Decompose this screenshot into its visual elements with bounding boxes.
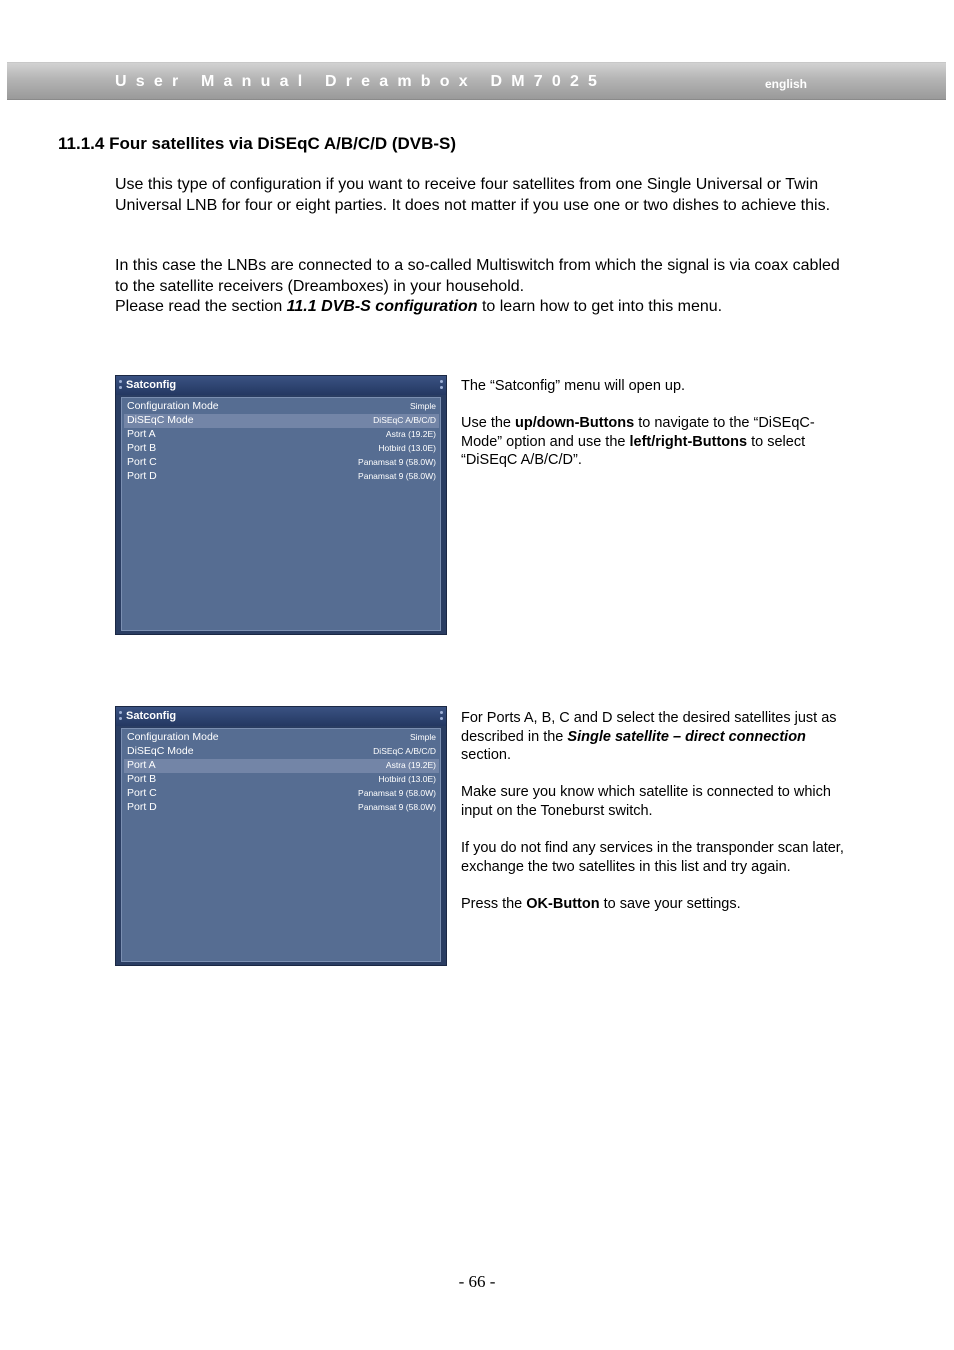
- description-1: [461, 377, 846, 489]
- description-2: [461, 709, 846, 932]
- description-2-line-1: For Ports A, B, C and D select the desired satellites just as described in the Single satellite – direct connection section.: [461, 710, 837, 764]
- section-heading: [58, 134, 456, 154]
- osd-row-port-b: Port B Hotbird (13.0E): [127, 773, 436, 785]
- osd-row-port-a: Port A Astra (19.2E): [127, 428, 436, 440]
- section-number: 11.1.4: [58, 134, 105, 153]
- osd-row-port-a-selected: Port A Astra (19.2E): [124, 759, 439, 773]
- manual-header-bar: [7, 62, 946, 100]
- manual-title: User Manual Dreambox DM7025: [115, 73, 607, 90]
- intro-reference: Please read the section 11.1 DVB-S configuration to learn how to get into this menu.: [115, 298, 723, 315]
- description-1-line-2: Use the up/down-Buttons to navigate to the “DiSEqC-Mode” option and use the left/right-Buttons to select “DiSEqC A/B/C/D”.: [461, 415, 815, 469]
- osd-title: Satconfig: [126, 710, 177, 722]
- osd-title-bar: [116, 376, 446, 395]
- osd-title: Satconfig: [126, 379, 177, 391]
- section-title: Four satellites via DiSEqC A/B/C/D (DVB-S): [109, 134, 457, 153]
- osd-row-configuration-mode: Configuration Mode Simple: [127, 731, 436, 743]
- description-2-line-2: Make sure you know which satellite is connected to which input on the Toneburst switch.: [461, 784, 831, 819]
- description-2-line-4: Press the OK-Button to save your settings.: [461, 895, 741, 912]
- intro-paragraph-1: Use this type of configuration if you want to receive four satellites from one Single Universal or Twin Universal LNB for four or eight parties. It does not matter if you use one or two dishes to achieve this.: [115, 176, 831, 214]
- osd-row-configuration-mode: Configuration Mode Simple: [127, 400, 436, 412]
- osd-row-port-c: Port C Panamsat 9 (58.0W): [127, 787, 436, 799]
- osd-row-port-d: Port D Panamsat 9 (58.0W): [127, 470, 436, 482]
- section-reference-link: 11.1 DVB-S configuration: [286, 298, 478, 315]
- osd-row-port-d: Port D Panamsat 9 (58.0W): [127, 801, 436, 813]
- satconfig-screenshot-2: [115, 706, 447, 966]
- osd-menu-list: [121, 728, 441, 962]
- intro-paragraph-2: In this case the LNBs are connected to a so-called Multiswitch from which the signal is via coax cabled to the satellite receivers (Dreamboxes) in your household. Please read the section 11.1 DVB-S configuration to learn how to get into this menu.: [115, 256, 845, 318]
- satconfig-screenshot-1: [115, 375, 447, 635]
- osd-row-port-c: Port C Panamsat 9 (58.0W): [127, 456, 436, 468]
- osd-row-diseqc-mode: DiSEqC Mode DiSEqC A/B/C/D: [127, 745, 436, 757]
- description-2-line-3: If you do not find any services in the transponder scan later, exchange the two satellites in this list and try again.: [461, 840, 844, 875]
- language-label: english: [765, 77, 808, 91]
- osd-row-port-b: Port B Hotbird (13.0E): [127, 442, 436, 454]
- osd-title-bar: [116, 707, 446, 726]
- description-1-line-1: The “Satconfig” menu will open up.: [461, 378, 686, 394]
- page-number: - 66 -: [458, 1272, 496, 1291]
- osd-menu-list: [121, 397, 441, 631]
- osd-row-diseqc-mode-selected: DiSEqC Mode DiSEqC A/B/C/D: [124, 414, 439, 428]
